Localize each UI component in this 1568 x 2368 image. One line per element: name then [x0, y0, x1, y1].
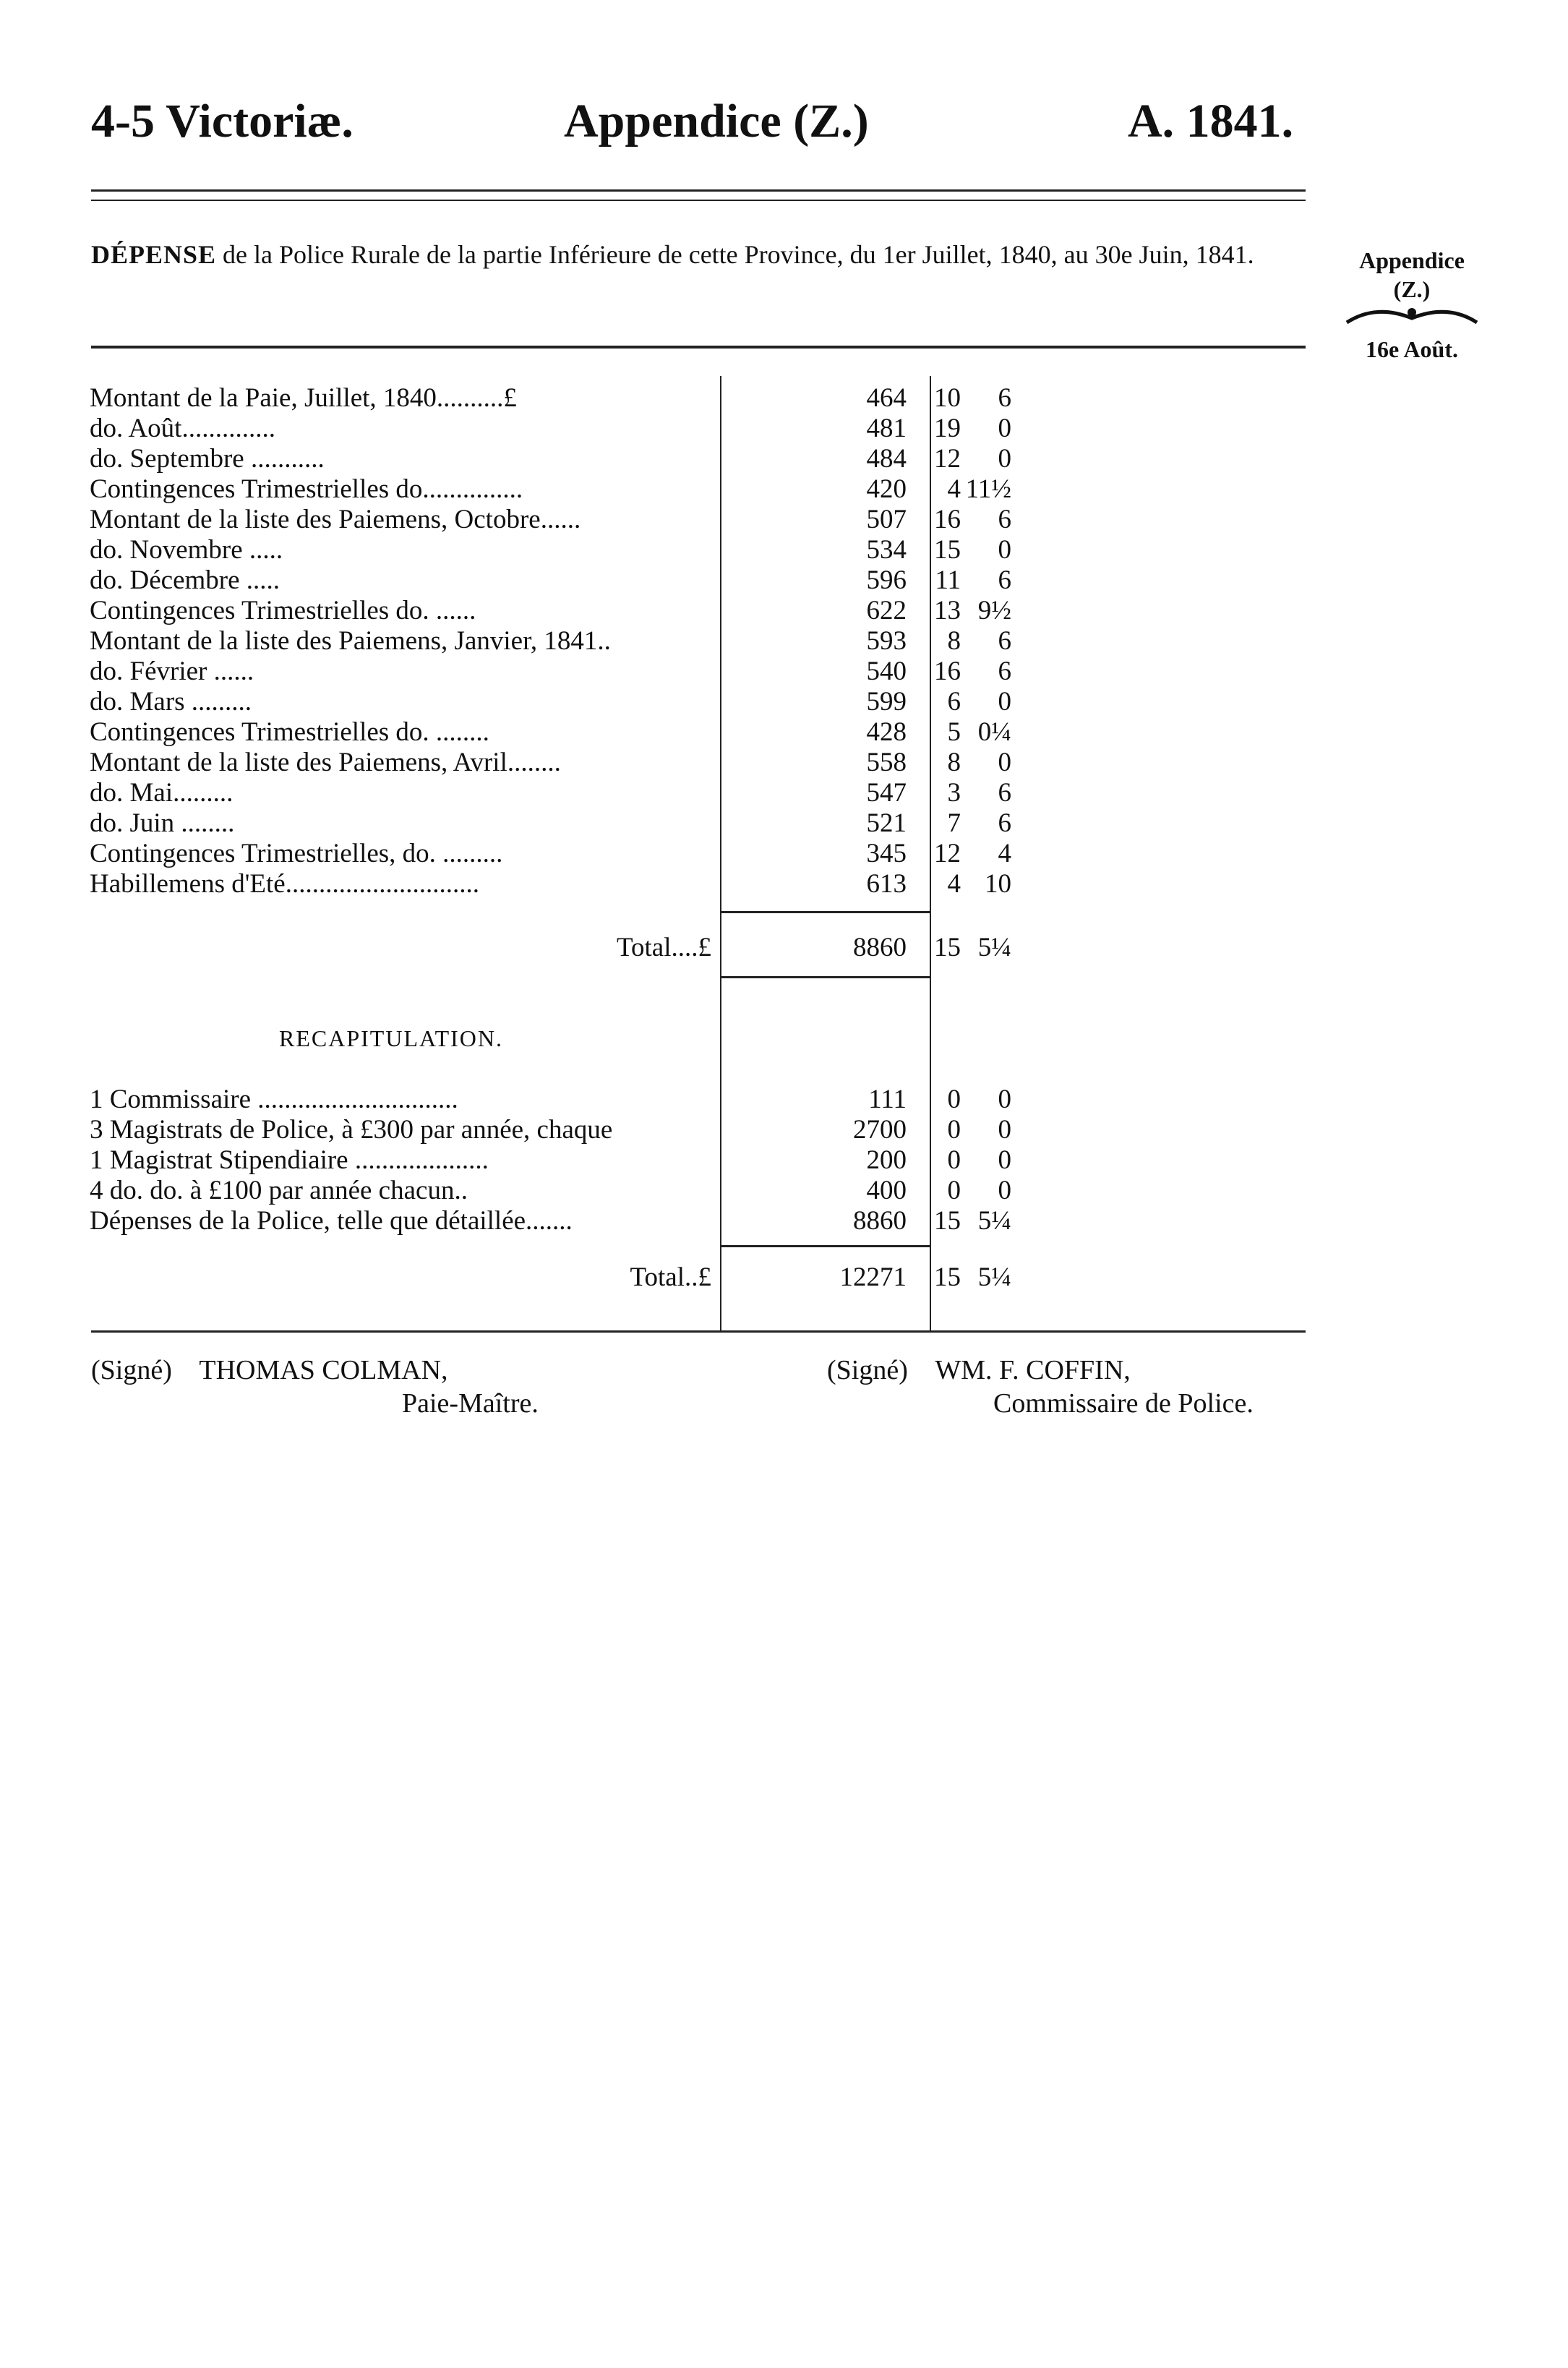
expense-pounds: 547 — [866, 778, 907, 808]
recap-shillings: 0 — [947, 1085, 961, 1114]
expense-label: Contingences Trimestrielles do. ........ — [90, 717, 489, 747]
total-rule — [721, 976, 931, 978]
header-right: A. 1841. — [1128, 95, 1294, 148]
expense-total-pence: 5¼ — [977, 933, 1011, 962]
expense-shillings: 3 — [947, 778, 961, 808]
table-bottom-rule — [91, 1330, 1306, 1333]
expense-pence: 6 — [998, 505, 1011, 534]
expense-pounds: 558 — [866, 748, 907, 777]
expense-shillings: 8 — [947, 626, 961, 656]
expense-label: do. Novembre ..... — [90, 535, 283, 565]
recap-shillings: 0 — [947, 1145, 961, 1175]
expense-label: Montant de la liste des Paiemens, Janvier, 1841.. — [90, 626, 611, 656]
expense-pence: 9½ — [977, 596, 1011, 625]
expense-pence: 0 — [998, 444, 1011, 474]
expense-total-pounds: 8860 — [853, 933, 907, 962]
signature-right — [827, 1354, 1131, 1387]
expense-pounds: 599 — [866, 687, 907, 717]
expense-pence: 6 — [998, 808, 1011, 838]
margin-note-line1: Appendice — [1359, 247, 1465, 273]
margin-note-line3: 16e Août. — [1366, 336, 1458, 362]
expense-pence: 0 — [998, 748, 1011, 777]
recap-pounds: 111 — [868, 1085, 907, 1114]
expense-label: Contingences Trimestrielles, do. ......... — [90, 839, 503, 868]
expense-pence: 4 — [998, 839, 1011, 868]
expense-pence: 0 — [998, 414, 1011, 443]
title-lead: DÉPENSE — [91, 240, 217, 269]
header-center: Appendice (Z.) — [564, 95, 869, 148]
expense-pounds: 593 — [866, 626, 907, 656]
recap-pounds: 400 — [866, 1176, 907, 1205]
expense-label: Montant de la liste des Paiemens, Octobre...... — [90, 505, 581, 534]
signature-right-role: Commissaire de Police. — [993, 1388, 1254, 1419]
expense-pence: 6 — [998, 657, 1011, 686]
expense-shillings: 6 — [947, 687, 961, 717]
expense-pence: 0 — [998, 687, 1011, 717]
expense-pounds: 481 — [866, 414, 907, 443]
expense-pounds: 622 — [866, 596, 907, 625]
signature-left-role: Paie-Maître. — [402, 1388, 539, 1419]
expense-pounds: 420 — [866, 474, 907, 504]
expense-label: do. Septembre ........... — [90, 444, 325, 474]
expense-pounds: 428 — [866, 717, 907, 747]
expense-label: do. Juin ........ — [90, 808, 235, 838]
expense-label: Contingences Trimestrielles do............... — [90, 474, 523, 504]
expense-pounds: 521 — [866, 808, 907, 838]
expense-shillings: 5 — [947, 717, 961, 747]
expense-total-shillings: 15 — [934, 933, 961, 962]
recap-label: Dépenses de la Police, telle que détaillée....... — [90, 1206, 573, 1236]
recap-total-label: Total..£ — [630, 1262, 711, 1292]
expense-shillings: 10 — [934, 383, 961, 413]
expense-pence: 6 — [998, 565, 1011, 595]
expense-pence: 0 — [998, 535, 1011, 565]
expense-label: Contingences Trimestrielles do. ...... — [90, 596, 476, 625]
expense-pounds: 534 — [866, 535, 907, 565]
expense-label: do. Août.............. — [90, 414, 275, 443]
signature-left-name: THOMAS COLMAN, — [199, 1355, 448, 1385]
expense-pounds: 345 — [866, 839, 907, 868]
recap-subtotal-rule — [721, 1245, 931, 1247]
expense-pence: 0¼ — [977, 717, 1011, 747]
signature-left — [91, 1354, 448, 1387]
expense-shillings: 4 — [947, 869, 961, 899]
expense-label: Habillemens d'Eté............................. — [90, 869, 479, 899]
recap-pence: 0 — [998, 1145, 1011, 1175]
flourish-ornament — [1340, 304, 1484, 328]
recap-pence: 0 — [998, 1115, 1011, 1145]
recap-total-shillings: 15 — [934, 1262, 961, 1292]
document-title — [91, 239, 1306, 270]
expense-label: do. Mai......... — [90, 778, 234, 808]
recap-pounds: 8860 — [853, 1206, 907, 1236]
recap-label: 1 Magistrat Stipendiaire .................... — [90, 1145, 489, 1175]
expense-shillings: 15 — [934, 535, 961, 565]
expense-pence: 6 — [998, 626, 1011, 656]
expense-shillings: 16 — [934, 505, 961, 534]
recap-pence: 0 — [998, 1085, 1011, 1114]
recap-pounds: 200 — [866, 1145, 907, 1175]
header-rule-bottom — [91, 200, 1306, 201]
recap-pounds: 2700 — [853, 1115, 907, 1145]
table-top-rule — [91, 346, 1306, 349]
recap-shillings: 0 — [947, 1176, 961, 1205]
margin-note-line2: (Z.) — [1393, 276, 1431, 302]
expense-shillings: 8 — [947, 748, 961, 777]
expense-shillings: 12 — [934, 839, 961, 868]
expense-shillings: 7 — [947, 808, 961, 838]
signature-left-signe: (Signé) — [91, 1355, 172, 1385]
expense-label: do. Mars ......... — [90, 687, 252, 717]
header-left: 4-5 Victoriæ. — [91, 95, 354, 148]
expense-pounds: 484 — [866, 444, 907, 474]
expense-shillings: 4 — [947, 474, 961, 504]
expense-shillings: 13 — [934, 596, 961, 625]
expense-pounds: 540 — [866, 657, 907, 686]
expense-pence: 10 — [985, 869, 1011, 899]
expense-pence: 11½ — [965, 474, 1011, 504]
expense-shillings: 11 — [935, 565, 961, 595]
recap-label: 3 Magistrats de Police, à £300 par année, chaque — [90, 1115, 613, 1145]
expense-shillings: 19 — [934, 414, 961, 443]
expense-total-label: Total....£ — [617, 933, 711, 962]
expense-label: do. Décembre ..... — [90, 565, 280, 595]
expense-pence: 6 — [998, 778, 1011, 808]
signature-right-signe: (Signé) — [827, 1355, 908, 1385]
expense-pounds: 507 — [866, 505, 907, 534]
expense-label: Montant de la Paie, Juillet, 1840..........£ — [90, 383, 517, 413]
signature-right-name: WM. F. COFFIN, — [935, 1355, 1131, 1385]
recap-total-pence: 5¼ — [977, 1262, 1011, 1292]
recap-shillings: 15 — [934, 1206, 961, 1236]
column-rule-left — [720, 376, 721, 1330]
title-text: de la Police Rurale de la partie Inférieure de cette Province, du 1er Juillet, 1840, au 30e Juin, 1841. — [216, 240, 1254, 269]
expense-pounds: 613 — [866, 869, 907, 899]
recap-heading: RECAPITULATION. — [279, 1025, 503, 1051]
expense-label: do. Février ...... — [90, 657, 254, 686]
expense-shillings: 16 — [934, 657, 961, 686]
recap-pence: 0 — [998, 1176, 1011, 1205]
expense-shillings: 12 — [934, 444, 961, 474]
recap-label: 4 do. do. à £100 par année chacun.. — [90, 1176, 468, 1205]
expense-pounds: 464 — [866, 383, 907, 413]
expense-pence: 6 — [998, 383, 1011, 413]
expense-pounds: 596 — [866, 565, 907, 595]
expense-label: Montant de la liste des Paiemens, Avril........ — [90, 748, 561, 777]
recap-shillings: 0 — [947, 1115, 961, 1145]
header-rule-top — [91, 189, 1306, 192]
recap-total-pounds: 12271 — [839, 1262, 907, 1292]
margin-note — [1329, 246, 1495, 364]
recap-pence: 5¼ — [977, 1206, 1011, 1236]
subtotal-rule — [721, 911, 931, 913]
recap-label: 1 Commissaire .............................. — [90, 1085, 458, 1114]
